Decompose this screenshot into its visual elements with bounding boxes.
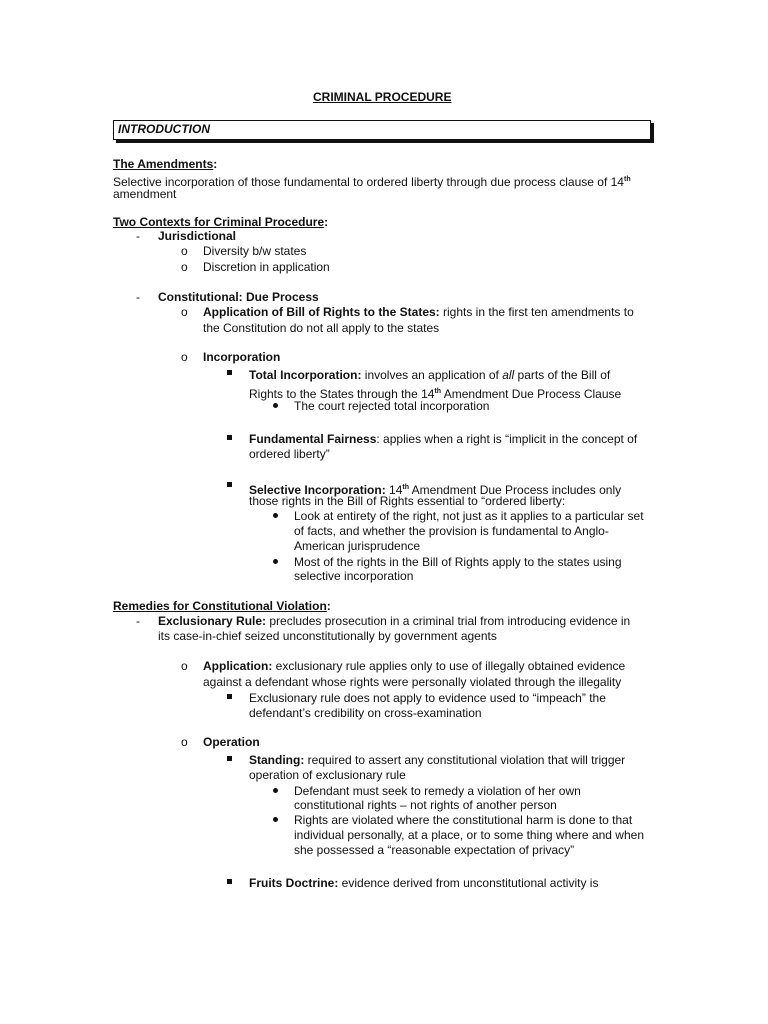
dash-bullet: - (136, 229, 140, 243)
fundamental-fairness-line2: ordered liberty” (249, 447, 330, 461)
application-line1: Application: exclusionary rule applies only to use of illegally obtained evidence (203, 659, 626, 673)
standing-sub1-line1: Defendant must seek to remedy a violation of her own (294, 784, 581, 798)
dash-bullet: - (136, 614, 140, 628)
round-bullet (273, 788, 278, 793)
square-bullet (227, 482, 232, 487)
page-title: CRIMINAL PROCEDURE (313, 90, 452, 104)
square-bullet (227, 694, 232, 699)
diversity-item: Diversity b/w states (203, 244, 307, 258)
total-incorporation-sub: The court rejected total incorporation (294, 399, 490, 413)
application-sub-line2: defendant’s credibility on cross-examination (249, 706, 482, 720)
square-bullet (227, 756, 232, 761)
square-bullet (227, 879, 232, 884)
round-bullet (273, 817, 278, 822)
round-bullet (273, 513, 278, 518)
application-bill-line1: Application of Bill of Rights to the States: rights in the first ten amendments to (203, 305, 634, 319)
amendments-text-line2: amendment (113, 187, 177, 201)
round-bullet (273, 559, 278, 564)
o-bullet: o (181, 659, 188, 673)
round-bullet (273, 403, 278, 408)
square-bullet (227, 435, 232, 440)
exclusionary-rule-line2: its case-in-chief seized unconstitutionally by government agents (158, 629, 497, 643)
remedies-heading: Remedies for Constitutional Violation: (113, 599, 331, 613)
operation-label: Operation (203, 735, 260, 749)
standing-sub1-line2: constitutional rights – not rights of another person (294, 798, 557, 812)
fruits-doctrine-line1: Fruits Doctrine: evidence derived from unconstitutional activity is (249, 876, 599, 890)
standing-sub2-line3: she possessed a “reasonable expectation of privacy” (294, 843, 575, 857)
two-contexts-heading: Two Contexts for Criminal Procedure: (113, 215, 329, 229)
selective-sub1-line3: American jurisprudence (294, 539, 421, 553)
exclusionary-rule-line1: Exclusionary Rule: precludes prosecution in a criminal trial from introducing evidence in (158, 614, 631, 628)
selective-sub2-line1: Most of the rights in the Bill of Rights apply to the states using (294, 555, 622, 569)
o-bullet: o (181, 260, 188, 274)
selective-incorporation-line1: Selective Incorporation: 14th Amendment Due Process includes only (249, 483, 622, 497)
selective-sub1-line1: Look at entirety of the right, not just as it applies to a particular set (294, 509, 644, 523)
incorporation-label: Incorporation (203, 350, 281, 364)
standing-sub2-line1: Rights are violated where the constitutional harm is done to that (294, 813, 633, 827)
total-incorporation-line1: Total Incorporation: involves an application of all parts of the Bill of (249, 368, 611, 382)
constitutional-label: Constitutional: Due Process (158, 290, 319, 304)
jurisdictional-label: Jurisdictional (158, 229, 237, 243)
standing-line1: Standing: required to assert any constitutional violation that will trigger (249, 753, 626, 767)
introduction-label: INTRODUCTION (118, 122, 210, 136)
fundamental-fairness-line1: Fundamental Fairness: applies when a right is “implicit in the concept of (249, 432, 638, 446)
o-bullet: o (181, 735, 188, 749)
o-bullet: o (181, 305, 188, 319)
application-line2: against a defendant whose rights were personally violated through the illegality (203, 675, 622, 689)
selective-sub1-line2: of facts, and whether the provision is fundamental to Anglo- (294, 524, 609, 538)
application-bill-line2: the Constitution do not all apply to the states (203, 321, 440, 335)
o-bullet: o (181, 350, 188, 364)
o-bullet: o (181, 244, 188, 258)
discretion-item: Discretion in application (203, 260, 330, 274)
square-bullet (227, 370, 232, 375)
amendments-text-line1: Selective incorporation of those fundamental to ordered liberty through due process clause of 14th (113, 175, 631, 189)
amendments-heading: The Amendments: (113, 157, 218, 171)
selective-sub2-line2: selective incorporation (294, 569, 414, 583)
introduction-banner (113, 120, 651, 140)
application-sub-line1: Exclusionary rule does not apply to evidence used to “impeach” the (249, 691, 606, 705)
standing-sub2-line2: individual personally, at a place, or to some thing where and when (294, 828, 644, 842)
standing-line2: operation of exclusionary rule (249, 768, 406, 782)
selective-incorporation-line2: those rights in the Bill of Rights essential to “ordered liberty: (249, 494, 566, 508)
dash-bullet: - (136, 290, 140, 304)
total-incorporation-line2: Rights to the States through the 14th Amendment Due Process Clause (249, 387, 622, 401)
